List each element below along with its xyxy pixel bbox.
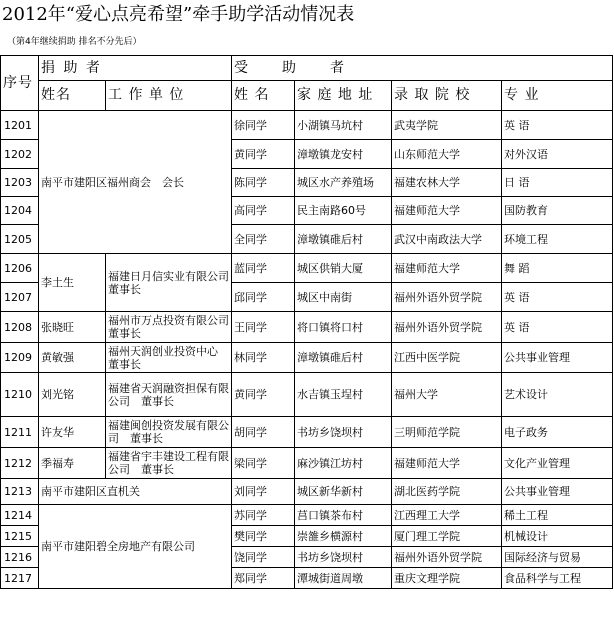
row-seq: 1209 (1, 343, 39, 373)
major: 电子政务 (502, 417, 613, 448)
header-recipient: 受 助 者 (232, 56, 613, 81)
row-seq: 1203 (1, 169, 39, 197)
header-recipient-name: 姓 名 (232, 81, 295, 111)
home-address: 城区中南街 (295, 283, 392, 312)
major: 公共事业管理 (502, 479, 613, 505)
donor-cell: 南平市建阳碧全房地产有限公司 (39, 505, 232, 589)
row-seq: 1215 (1, 526, 39, 547)
home-address: 民主南路60号 (295, 197, 392, 225)
row-seq: 1201 (1, 111, 39, 140)
recipient-name: 黄同学 (232, 140, 295, 169)
home-address: 潭城街道周墩 (295, 568, 392, 589)
donor-unit: 福建省天润融资担保有限公司 董事长 (106, 373, 232, 417)
school: 福建师范大学 (392, 254, 502, 283)
major: 机械设计 (502, 526, 613, 547)
major: 食品科学与工程 (502, 568, 613, 589)
school: 江西中医学院 (392, 343, 502, 373)
table-row (1, 111, 613, 140)
table-row (1, 448, 613, 479)
school: 重庆文理学院 (392, 568, 502, 589)
major: 文化产业管理 (502, 448, 613, 479)
header-seq: 序号 (1, 56, 39, 111)
recipient-name: 樊同学 (232, 526, 295, 547)
major: 舞 蹈 (502, 254, 613, 283)
major: 公共事业管理 (502, 343, 613, 373)
donor-cell: 南平市建阳区福州商会 会长 (39, 111, 232, 254)
home-address: 漳墩镇龙安村 (295, 140, 392, 169)
home-address: 将口镇将口村 (295, 312, 392, 343)
row-seq: 1207 (1, 283, 39, 312)
home-address: 崇雒乡横源村 (295, 526, 392, 547)
school: 福建农林大学 (392, 169, 502, 197)
school: 江西理工大学 (392, 505, 502, 526)
header-donor-unit: 工 作 单 位 (106, 81, 232, 111)
home-address: 小湖镇马坑村 (295, 111, 392, 140)
header-school: 录 取 院 校 (392, 81, 502, 111)
donor-name: 黄敏强 (39, 343, 106, 373)
school: 厦门理工学院 (392, 526, 502, 547)
recipient-name: 高同学 (232, 197, 295, 225)
recipient-name: 饶同学 (232, 547, 295, 568)
subtitle-note: （第4年继续捐助 排名不分先后） (7, 37, 142, 47)
table-row (1, 505, 613, 526)
recipient-name: 邱同学 (232, 283, 295, 312)
row-seq: 1204 (1, 197, 39, 225)
recipient-name: 王同学 (232, 312, 295, 343)
row-seq: 1208 (1, 312, 39, 343)
recipient-name: 陈同学 (232, 169, 295, 197)
recipient-name: 徐同学 (232, 111, 295, 140)
donor-name: 刘光铭 (39, 373, 106, 417)
home-address: 漳墩镇碓后村 (295, 343, 392, 373)
recipient-name: 蓝同学 (232, 254, 295, 283)
major: 日 语 (502, 169, 613, 197)
school: 福州外语外贸学院 (392, 312, 502, 343)
major: 英 语 (502, 283, 613, 312)
donor-cell: 南平市建阳区直机关 (39, 479, 232, 505)
major: 英 语 (502, 312, 613, 343)
header-donor-name: 姓名 (39, 81, 106, 111)
row-seq: 1217 (1, 568, 39, 589)
school: 福州外语外贸学院 (392, 283, 502, 312)
school: 湖北医药学院 (392, 479, 502, 505)
school: 三明师范学院 (392, 417, 502, 448)
row-seq: 1202 (1, 140, 39, 169)
donor-unit: 福建省宇丰建设工程有限公司 董事长 (106, 448, 232, 479)
row-seq: 1211 (1, 417, 39, 448)
row-seq: 1212 (1, 448, 39, 479)
row-seq: 1206 (1, 254, 39, 283)
donor-unit: 福州市万点投资有限公司 董事长 (106, 312, 232, 343)
home-address: 漳墩镇碓后村 (295, 225, 392, 254)
row-seq: 1214 (1, 505, 39, 526)
row-seq: 1216 (1, 547, 39, 568)
home-address: 书坊乡饶坝村 (295, 547, 392, 568)
table-row (1, 417, 613, 448)
header-major: 专 业 (502, 81, 613, 111)
major: 英 语 (502, 111, 613, 140)
donor-unit: 福州天润创业投资中心 董事长 (106, 343, 232, 373)
home-address: 城区新华新村 (295, 479, 392, 505)
donor-name: 张晓旺 (39, 312, 106, 343)
page-title: 2012年“爱心点亮希望”牵手助学活动情况表 (2, 4, 355, 25)
row-seq: 1210 (1, 373, 39, 417)
row-seq: 1205 (1, 225, 39, 254)
home-address: 莒口镇茶布村 (295, 505, 392, 526)
recipient-name: 林同学 (232, 343, 295, 373)
recipient-name: 苏同学 (232, 505, 295, 526)
recipient-name: 全同学 (232, 225, 295, 254)
donor-name: 季福寿 (39, 448, 106, 479)
header-address: 家 庭 地 址 (295, 81, 392, 111)
table-row (1, 373, 613, 417)
table-row (1, 479, 613, 505)
recipient-name: 黄同学 (232, 373, 295, 417)
home-address: 城区供销大厦 (295, 254, 392, 283)
aid-table (0, 55, 613, 589)
recipient-name: 梁同学 (232, 448, 295, 479)
home-address: 书坊乡饶坝村 (295, 417, 392, 448)
home-address: 城区水产养殖场 (295, 169, 392, 197)
major: 环境工程 (502, 225, 613, 254)
major: 国际经济与贸易 (502, 547, 613, 568)
school: 福建师范大学 (392, 197, 502, 225)
table-row (1, 254, 613, 283)
recipient-name: 胡同学 (232, 417, 295, 448)
school: 武汉中南政法大学 (392, 225, 502, 254)
recipient-name: 刘同学 (232, 479, 295, 505)
donor-name: 李土生 (39, 254, 106, 312)
home-address: 麻沙镇江坊村 (295, 448, 392, 479)
donor-name: 许友华 (39, 417, 106, 448)
row-seq: 1213 (1, 479, 39, 505)
major: 艺术设计 (502, 373, 613, 417)
table-row (1, 312, 613, 343)
major: 对外汉语 (502, 140, 613, 169)
recipient-name: 郑同学 (232, 568, 295, 589)
school: 福州大学 (392, 373, 502, 417)
table-row (1, 343, 613, 373)
home-address: 水吉镇玉埕村 (295, 373, 392, 417)
school: 福州外语外贸学院 (392, 547, 502, 568)
major: 国防教育 (502, 197, 613, 225)
donor-unit: 福建闽创投资发展有限公司 董事长 (106, 417, 232, 448)
school: 武夷学院 (392, 111, 502, 140)
donor-unit: 福建日月信实业有限公司 董事长 (106, 254, 232, 312)
major: 稀土工程 (502, 505, 613, 526)
header-donor: 捐 助 者 (39, 56, 232, 81)
school: 山东师范大学 (392, 140, 502, 169)
school: 福建师范大学 (392, 448, 502, 479)
